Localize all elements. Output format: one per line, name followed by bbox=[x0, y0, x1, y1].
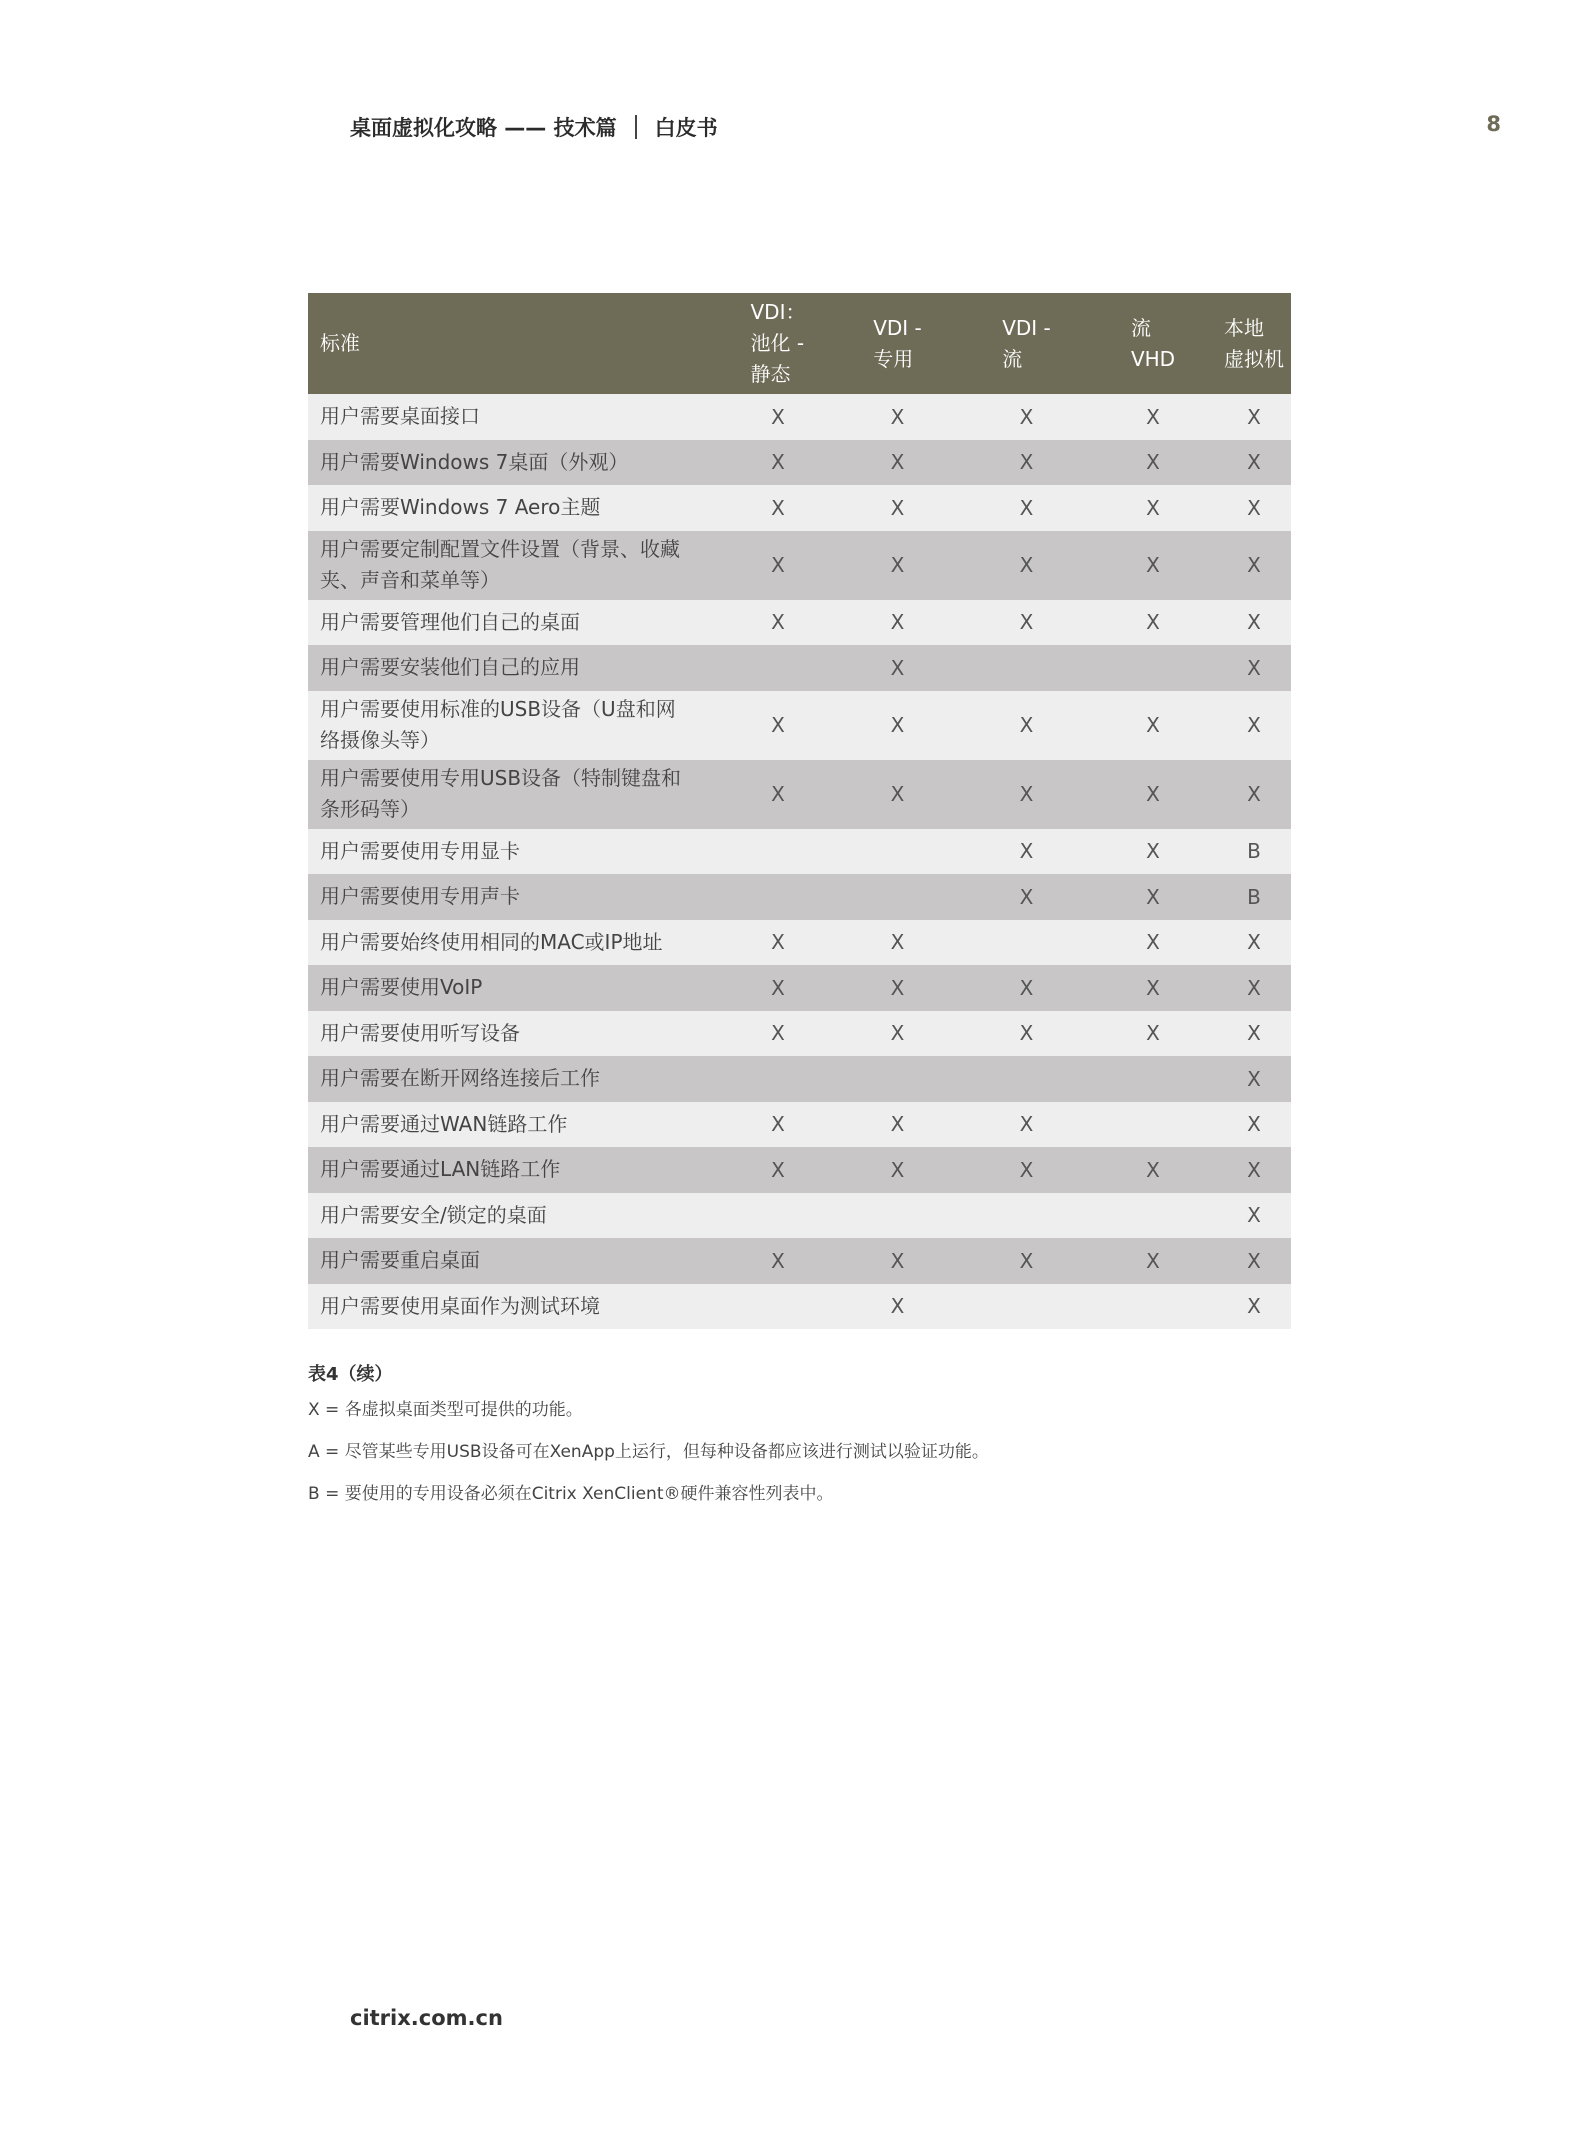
value-cell: X bbox=[725, 1238, 831, 1284]
criterion-cell: 用户需要通过LAN链路工作 bbox=[308, 1147, 725, 1193]
value-cell: X bbox=[1217, 1056, 1291, 1102]
table-caption: 表4（续） bbox=[308, 1364, 393, 1385]
column-header-3 bbox=[964, 293, 1089, 394]
value-cell: X bbox=[831, 440, 964, 486]
value-cell bbox=[725, 829, 831, 875]
value-cell: X bbox=[725, 485, 831, 531]
column-header-label: 标准 bbox=[320, 331, 360, 355]
value-cell: X bbox=[831, 1102, 964, 1148]
value-cell: X bbox=[1217, 760, 1291, 829]
document-title: 桌面虚拟化攻略 —— 技术篇 bbox=[350, 116, 617, 140]
table-row bbox=[308, 965, 1291, 1011]
value-cell: X bbox=[964, 1011, 1089, 1057]
value-cell: X bbox=[1217, 965, 1291, 1011]
value-cell bbox=[831, 1193, 964, 1239]
table-row bbox=[308, 691, 1291, 760]
value-cell: X bbox=[831, 691, 964, 760]
comparison-table bbox=[308, 293, 1291, 1329]
table-row bbox=[308, 920, 1291, 966]
value-cell: X bbox=[1089, 394, 1217, 440]
value-cell: X bbox=[725, 1102, 831, 1148]
value-cell bbox=[725, 1284, 831, 1330]
value-cell bbox=[1089, 1056, 1217, 1102]
value-cell bbox=[964, 1193, 1089, 1239]
column-header-4 bbox=[1089, 293, 1217, 394]
value-cell: X bbox=[831, 531, 964, 600]
value-cell: X bbox=[1217, 440, 1291, 486]
value-cell: X bbox=[831, 1284, 964, 1330]
value-cell: X bbox=[831, 485, 964, 531]
value-cell: X bbox=[1089, 440, 1217, 486]
value-cell: X bbox=[1089, 920, 1217, 966]
header-divider bbox=[635, 115, 637, 139]
value-cell: X bbox=[725, 440, 831, 486]
value-cell: X bbox=[964, 485, 1089, 531]
criterion-cell: 用户需要安全/锁定的桌面 bbox=[308, 1193, 725, 1239]
value-cell: X bbox=[831, 394, 964, 440]
value-cell: X bbox=[964, 1147, 1089, 1193]
criterion-cell: 用户需要定制配置文件设置（背景、收藏 夹、声音和菜单等） bbox=[308, 531, 725, 600]
value-cell: X bbox=[1089, 1147, 1217, 1193]
value-cell: X bbox=[831, 1238, 964, 1284]
value-cell: X bbox=[831, 1147, 964, 1193]
value-cell: X bbox=[1089, 874, 1217, 920]
criterion-cell: 用户需要通过WAN链路工作 bbox=[308, 1102, 725, 1148]
value-cell: X bbox=[1217, 1238, 1291, 1284]
table-row bbox=[308, 440, 1291, 486]
column-header-5 bbox=[1217, 293, 1291, 394]
value-cell bbox=[1089, 1284, 1217, 1330]
value-cell: X bbox=[1217, 531, 1291, 600]
value-cell: X bbox=[725, 760, 831, 829]
value-cell: B bbox=[1217, 829, 1291, 875]
value-cell: X bbox=[831, 760, 964, 829]
table-row bbox=[308, 1238, 1291, 1284]
criterion-cell: 用户需要安装他们自己的应用 bbox=[308, 645, 725, 691]
value-cell bbox=[725, 874, 831, 920]
criterion-cell: 用户需要使用专用声卡 bbox=[308, 874, 725, 920]
value-cell: X bbox=[1089, 600, 1217, 646]
criterion-cell: 用户需要桌面接口 bbox=[308, 394, 725, 440]
value-cell: X bbox=[964, 1238, 1089, 1284]
page-number: 8 bbox=[1486, 112, 1501, 136]
value-cell: X bbox=[725, 691, 831, 760]
value-cell: X bbox=[1217, 1102, 1291, 1148]
criterion-cell: 用户需要Windows 7 Aero主题 bbox=[308, 485, 725, 531]
value-cell: X bbox=[964, 965, 1089, 1011]
document-header bbox=[350, 112, 718, 142]
value-cell bbox=[831, 829, 964, 875]
value-cell: X bbox=[725, 920, 831, 966]
value-cell bbox=[831, 1056, 964, 1102]
value-cell bbox=[964, 1056, 1089, 1102]
table-row bbox=[308, 874, 1291, 920]
value-cell: X bbox=[1217, 920, 1291, 966]
column-header-label: VDI - 流 bbox=[1002, 315, 1051, 371]
table-row bbox=[308, 1284, 1291, 1330]
value-cell: X bbox=[831, 645, 964, 691]
value-cell: X bbox=[1217, 1193, 1291, 1239]
value-cell: X bbox=[725, 531, 831, 600]
value-cell: B bbox=[1217, 874, 1291, 920]
criterion-cell: 用户需要使用专用USB设备（特制键盘和 条形码等） bbox=[308, 760, 725, 829]
value-cell: X bbox=[964, 600, 1089, 646]
value-cell: X bbox=[1089, 531, 1217, 600]
table-row bbox=[308, 531, 1291, 600]
criterion-cell: 用户需要管理他们自己的桌面 bbox=[308, 600, 725, 646]
value-cell: X bbox=[1089, 1011, 1217, 1057]
criterion-cell: 用户需要使用听写设备 bbox=[308, 1011, 725, 1057]
value-cell: X bbox=[964, 394, 1089, 440]
criterion-cell: 用户需要Windows 7桌面（外观） bbox=[308, 440, 725, 486]
table-row bbox=[308, 1102, 1291, 1148]
value-cell: X bbox=[964, 440, 1089, 486]
value-cell: X bbox=[1217, 1284, 1291, 1330]
column-header-label: 流 VHD bbox=[1130, 315, 1176, 371]
value-cell: X bbox=[1089, 760, 1217, 829]
value-cell: X bbox=[725, 394, 831, 440]
column-header-criterion bbox=[308, 293, 725, 394]
value-cell: X bbox=[1089, 485, 1217, 531]
value-cell: X bbox=[1217, 1011, 1291, 1057]
value-cell: X bbox=[964, 874, 1089, 920]
document-type: 白皮书 bbox=[654, 116, 718, 140]
value-cell: X bbox=[1089, 1238, 1217, 1284]
value-cell: X bbox=[1217, 485, 1291, 531]
table-row bbox=[308, 1056, 1291, 1102]
table-body bbox=[308, 394, 1291, 1329]
table-row bbox=[308, 600, 1291, 646]
value-cell bbox=[964, 645, 1089, 691]
column-header-1 bbox=[725, 293, 831, 394]
value-cell bbox=[725, 1056, 831, 1102]
column-header-label: VDI： 池化 - 静态 bbox=[750, 300, 806, 386]
table-row bbox=[308, 760, 1291, 829]
value-cell bbox=[1089, 1193, 1217, 1239]
table-row bbox=[308, 1193, 1291, 1239]
value-cell: X bbox=[964, 691, 1089, 760]
value-cell: X bbox=[964, 760, 1089, 829]
column-header-label: 本地 虚拟机 bbox=[1224, 315, 1284, 371]
note-x: X = 各虚拟桌面类型可提供的功能。 bbox=[308, 1400, 583, 1420]
criterion-cell: 用户需要始终使用相同的MAC或IP地址 bbox=[308, 920, 725, 966]
column-header-2 bbox=[831, 293, 964, 394]
table-row bbox=[308, 394, 1291, 440]
value-cell bbox=[1089, 645, 1217, 691]
footer-website: citrix.com.cn bbox=[350, 2006, 503, 2030]
criterion-cell: 用户需要在断开网络连接后工作 bbox=[308, 1056, 725, 1102]
criterion-cell: 用户需要重启桌面 bbox=[308, 1238, 725, 1284]
table-row bbox=[308, 485, 1291, 531]
value-cell: X bbox=[725, 600, 831, 646]
value-cell: X bbox=[964, 1102, 1089, 1148]
table-row bbox=[308, 1011, 1291, 1057]
value-cell: X bbox=[831, 920, 964, 966]
criterion-cell: 用户需要使用桌面作为测试环境 bbox=[308, 1284, 725, 1330]
criterion-cell: 用户需要使用标准的USB设备（U盘和网 络摄像头等） bbox=[308, 691, 725, 760]
value-cell: X bbox=[725, 1011, 831, 1057]
value-cell: X bbox=[725, 1147, 831, 1193]
table-header-row bbox=[308, 293, 1291, 394]
value-cell bbox=[1089, 1102, 1217, 1148]
value-cell bbox=[725, 1193, 831, 1239]
value-cell: X bbox=[964, 829, 1089, 875]
column-header-label: VDI - 专用 bbox=[873, 315, 922, 371]
note-a: A = 尽管某些专用USB设备可在XenApp上运行，但每种设备都应该进行测试以验证功能。 bbox=[308, 1442, 989, 1462]
value-cell: X bbox=[1089, 965, 1217, 1011]
value-cell: X bbox=[964, 531, 1089, 600]
criterion-cell: 用户需要使用VoIP bbox=[308, 965, 725, 1011]
value-cell: X bbox=[725, 965, 831, 1011]
value-cell: X bbox=[1089, 829, 1217, 875]
value-cell bbox=[725, 645, 831, 691]
value-cell: X bbox=[1089, 691, 1217, 760]
table-row bbox=[308, 1147, 1291, 1193]
table-row bbox=[308, 645, 1291, 691]
value-cell: X bbox=[1217, 691, 1291, 760]
value-cell: X bbox=[831, 1011, 964, 1057]
criterion-cell: 用户需要使用专用显卡 bbox=[308, 829, 725, 875]
value-cell: X bbox=[1217, 645, 1291, 691]
value-cell: X bbox=[1217, 394, 1291, 440]
note-b: B = 要使用的专用设备必须在Citrix XenClient®硬件兼容性列表中。 bbox=[308, 1484, 834, 1504]
value-cell: X bbox=[1217, 600, 1291, 646]
value-cell bbox=[964, 1284, 1089, 1330]
value-cell: X bbox=[831, 965, 964, 1011]
value-cell: X bbox=[831, 600, 964, 646]
value-cell: X bbox=[1217, 1147, 1291, 1193]
table-row bbox=[308, 829, 1291, 875]
value-cell bbox=[964, 920, 1089, 966]
value-cell bbox=[831, 874, 964, 920]
